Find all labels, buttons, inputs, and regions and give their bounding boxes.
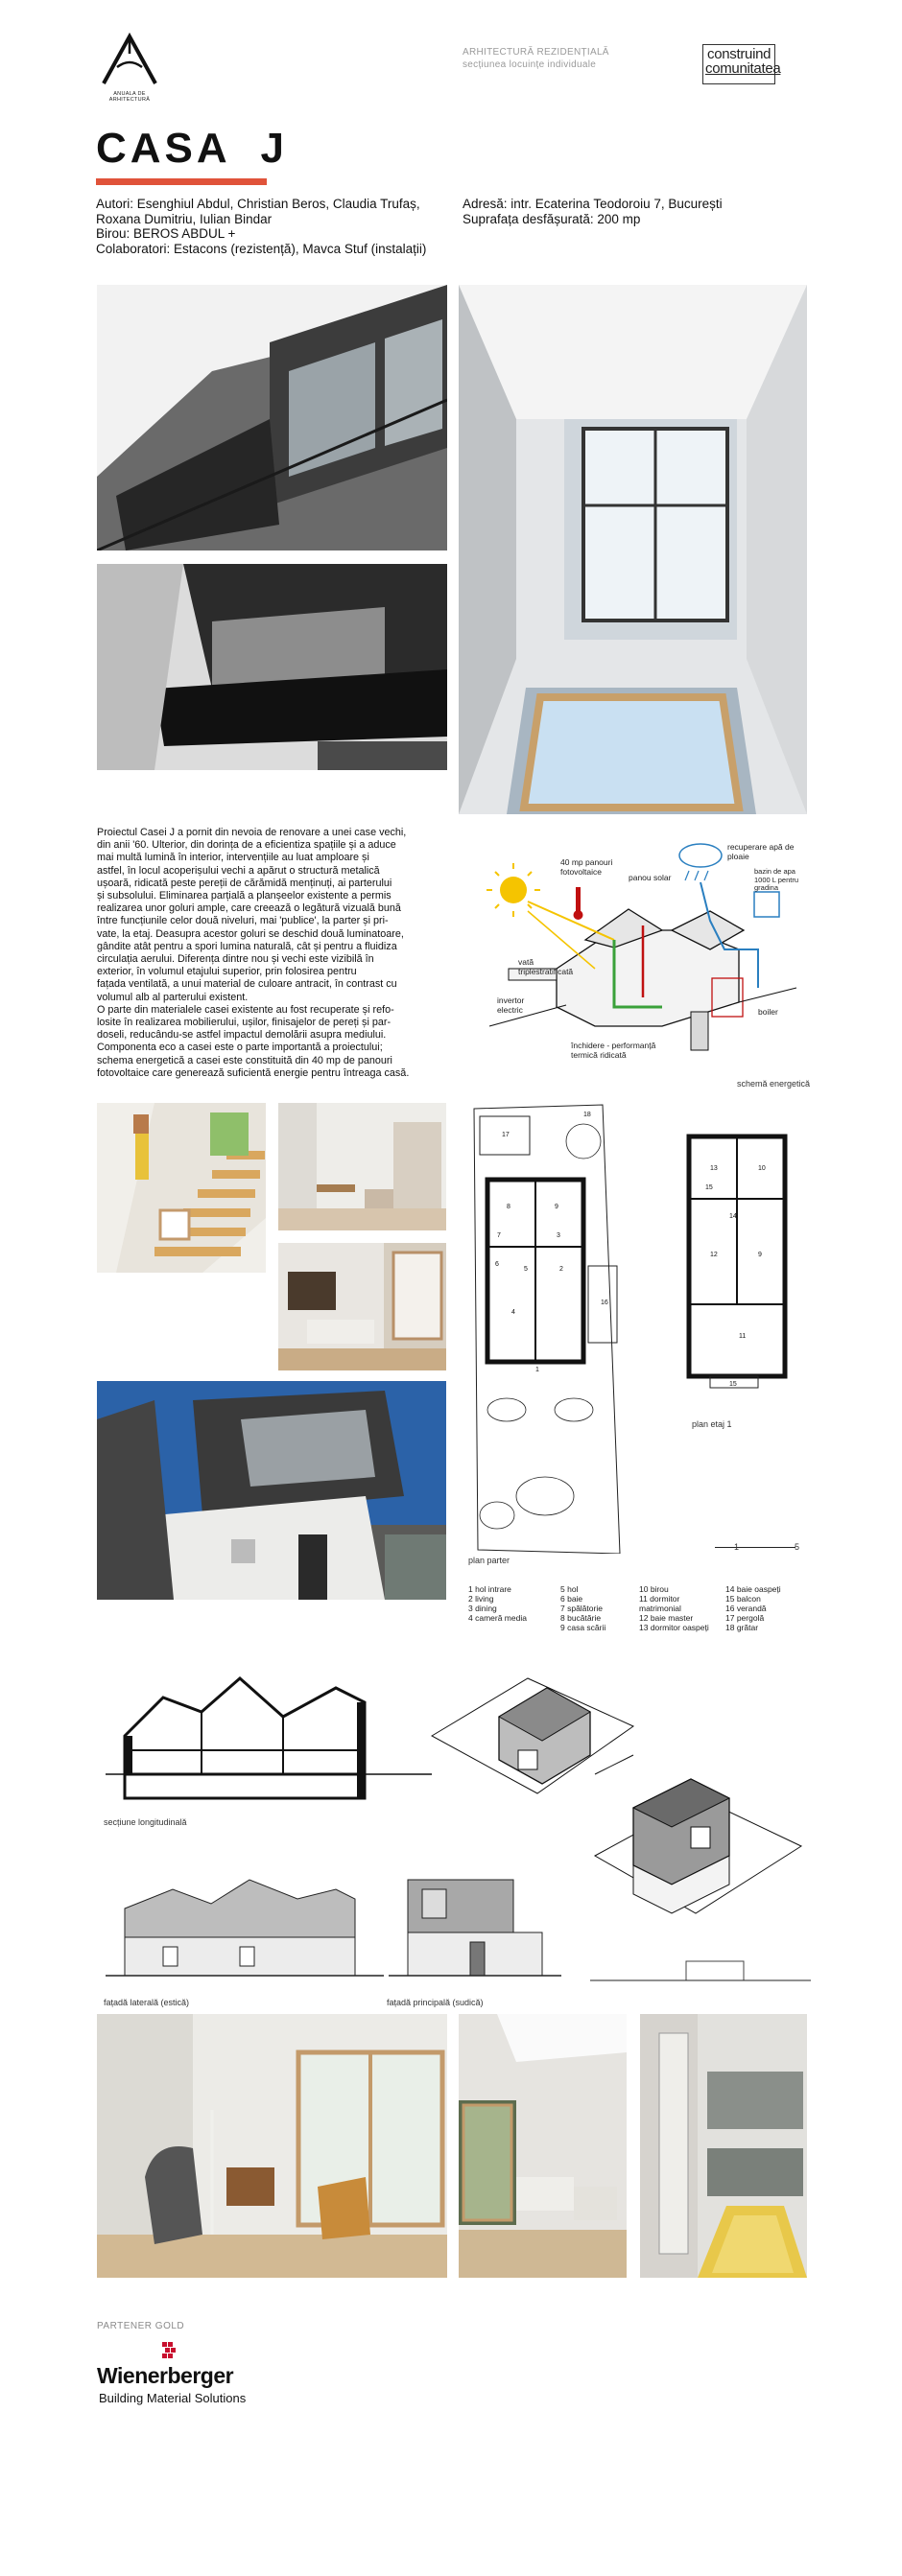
longitudinal-section [106, 1659, 432, 1803]
logo-mark-icon [96, 31, 163, 88]
sun-icon [487, 863, 540, 917]
badge-line-1: construind [707, 46, 771, 62]
authors: Autori: Esenghiul Abdul, Christian Beros, Claudia Trufaș, [96, 197, 420, 211]
scale-bar [715, 1544, 801, 1557]
description-line: fațada ventilată, a unui material de culoare antracit, în contrast cu [97, 978, 397, 991]
address: Adresă: intr. Ecaterina Teodoroiu 7, București [463, 197, 723, 211]
collaborators: Colaboratori: Estacons (rezistență), Mavca Stuf (instalații) [96, 241, 427, 256]
photo-living-room [97, 2014, 447, 2278]
first-plan-caption: plan etaj 1 [692, 1419, 732, 1429]
label-rain-recovery: recuperare apă de ploaie [727, 842, 795, 861]
legend-item: 4 cameră media [468, 1613, 527, 1623]
label-solar-panel: panou solar [629, 873, 672, 882]
first-floor-plan [672, 1132, 806, 1395]
svg-text:1: 1 [535, 1367, 539, 1373]
plan-legend-col-4 [725, 1584, 802, 1632]
logo-caption: ANUALA DE ARHITECTURĂ [108, 91, 151, 103]
ground-plan-caption: plan parter [468, 1556, 510, 1565]
cloud-icon [679, 844, 722, 880]
wienerberger-logo [97, 2340, 289, 2407]
legend-item: 6 baie [560, 1594, 583, 1604]
sponsor-tagline: Building Material Solutions [99, 2391, 247, 2405]
svg-text:2: 2 [559, 1266, 563, 1273]
section-caption: secțiune longitudinală [104, 1817, 187, 1827]
description-line: gândite atât pentru a spori lumina naturală, cât și pentru a fluidiza [97, 940, 397, 952]
legend-item: 9 casa scării [560, 1623, 606, 1632]
svg-text:9: 9 [555, 1204, 558, 1210]
project-description [97, 827, 457, 1080]
description-line: Componenta eco a casei este o parte importantă a proiectului; [97, 1042, 383, 1054]
label-rain-tank: bazin de apa 1000 L pentru gradina [754, 867, 799, 892]
east-facade-caption: fațadă laterală (estică) [104, 1998, 190, 2007]
label-insulation: vată triplestratificată [518, 957, 574, 976]
main-facade-caption: fațadă principală (sudică) [387, 1998, 484, 2007]
section-heading [463, 46, 609, 71]
project-credits [96, 197, 451, 256]
description-line: astfel, în locul acoperișului vechi a apărut o structură metalică [97, 864, 380, 877]
legend-item: 1 hol intrare [468, 1584, 511, 1594]
svg-text:17: 17 [502, 1132, 510, 1138]
energy-scheme-diagram [470, 834, 806, 1074]
description-line: circulația aerului. Diferența dintre nou și vechi este vizibilă în [97, 953, 374, 966]
legend-item: 2 living [468, 1594, 494, 1604]
main-facade-drawing [389, 1870, 561, 1985]
svg-text:14: 14 [729, 1213, 737, 1220]
legend-item: 15 balcon [725, 1594, 761, 1604]
page-title: CASA J [96, 125, 288, 172]
thermometer-icon [574, 887, 583, 920]
energy-scheme-caption: schemă energetică [737, 1079, 811, 1089]
community-badge [702, 44, 781, 84]
svg-text:12: 12 [710, 1252, 718, 1258]
svg-text:3: 3 [557, 1232, 560, 1239]
description-line: fotovoltaice care generează suficientă energie pentru întreaga casă. [97, 1066, 410, 1079]
photo-stairs [97, 1103, 266, 1273]
title-underline [96, 178, 267, 185]
sponsor-label: PARTENER GOLD [97, 2321, 185, 2331]
svg-text:7: 7 [497, 1232, 501, 1239]
svg-text:6: 6 [495, 1261, 499, 1268]
plan-legend-col-1 [468, 1584, 535, 1623]
label-envelope: închidere - performanță termică ridicată [571, 1041, 656, 1060]
photo-double-height-room [459, 2014, 627, 2278]
description-line: Proiectul Casei J a pornit din nevoia de renovare a unei case vechi, [97, 827, 407, 838]
description-line: schema energetică a casei este constituită din 40 mp de panouri [97, 1054, 392, 1066]
svg-text:11: 11 [739, 1333, 747, 1340]
label-solar-panels: 40 mp panouri fotovoltaice [560, 857, 613, 877]
svg-text:15: 15 [729, 1381, 737, 1388]
description-line: realizarea unor goluri ample, care creează o legătură vizuală bună [97, 902, 401, 915]
project-location [463, 197, 808, 226]
sponsor-name: Wienerberger [97, 2363, 234, 2388]
svg-text:5: 5 [524, 1266, 528, 1273]
description-line: vate, la etaj. Deasupra acestor goluri se deschid două luminatoare, [97, 927, 404, 940]
legend-item: 5 hol [560, 1584, 579, 1594]
legend-item: 12 baie master [639, 1613, 694, 1623]
ground-floor-plan [468, 1103, 627, 1554]
description-line: din anii '60. Ulterior, din dorința de a eficientiza spațiile și a aduce [97, 839, 396, 852]
label-boiler: boiler [758, 1007, 778, 1017]
description-line: losite în realizarea mobilierului, ușilor, finisajelor de pereți și par- [97, 1017, 392, 1029]
legend-item: 18 grătar [725, 1623, 759, 1632]
section-subtitle: secțiunea locuințe individuale [463, 59, 597, 70]
svg-text:16: 16 [601, 1300, 608, 1306]
logo [96, 31, 163, 103]
legend-item: 16 verandă [725, 1604, 767, 1613]
description-line: O parte din materialele casei existente au fost recuperate și refo- [97, 1003, 394, 1016]
section-title: ARHITECTURĂ REZIDENȚIALĂ [463, 47, 609, 58]
office: Birou: BEROS ABDUL + [96, 226, 236, 241]
brick-mark-icon [158, 2340, 181, 2363]
photo-exterior-full [97, 1381, 446, 1600]
photo-interior-living [278, 1243, 446, 1370]
legend-item: 17 pergolă [725, 1613, 765, 1623]
label-inverter: invertor electric [497, 995, 525, 1015]
svg-text:10: 10 [758, 1165, 766, 1172]
legend-item: 3 dining [468, 1604, 497, 1613]
description-line: și subsolului. Eliminarea parțială a planșeelor existente a permis [97, 890, 392, 902]
svg-text:4: 4 [511, 1309, 515, 1316]
axonometric-view-bottom [585, 1769, 806, 1923]
plan-legend-col-2 [560, 1584, 628, 1632]
garden-elevation-drawing [590, 1937, 811, 1985]
svg-text:13: 13 [710, 1165, 718, 1172]
photo-interior-skylight [459, 285, 807, 814]
area: Suprafața desfășurată: 200 mp [463, 211, 641, 226]
legend-item: 13 dormitor oaspeți [639, 1623, 709, 1632]
description-line: exterior, în volumul etajului superior, prin folosirea pentru [97, 966, 357, 978]
photo-interior-lounge [278, 1103, 446, 1230]
legend-item: 11 dormitor matrimonial [639, 1594, 681, 1613]
east-facade-drawing [106, 1870, 384, 1985]
legend-item: 10 birou [639, 1584, 669, 1594]
photo-exterior-upper-volume [97, 285, 447, 550]
legend-item: 8 bucătărie [560, 1613, 602, 1623]
description-line: între funcțiunile celor două niveluri, mai 'publice', la parter și pri- [97, 915, 389, 927]
svg-text:8: 8 [507, 1204, 510, 1210]
svg-text:15: 15 [705, 1184, 713, 1191]
authors-cont: Roxana Dumitriu, Iulian Bindar [96, 211, 273, 226]
legend-item: 14 baie oaspeți [725, 1584, 781, 1594]
svg-text:9: 9 [758, 1252, 762, 1258]
description-line: volumul alb al parterului existent. [97, 991, 249, 1003]
photo-kitchen [640, 2014, 807, 2278]
badge-line-2: comunitatea [705, 60, 781, 77]
svg-text:18: 18 [583, 1112, 591, 1118]
photo-exterior-overhang [97, 564, 447, 770]
scale-mark: 1 [734, 1542, 740, 1552]
description-line: ușoară, ridicată peste pereții de cărămidă menținuți, ai parterului [97, 877, 392, 889]
legend-item: 7 spălătorie [560, 1604, 603, 1613]
plan-legend-col-3 [639, 1584, 716, 1632]
description-line: doseli, reducându-se astfel impactul demolării asupra mediului. [97, 1029, 387, 1042]
description-line: mai multă lumină în interior, intervențiile au luat amploare și [97, 852, 369, 864]
scale-mark: 5 [795, 1542, 800, 1552]
